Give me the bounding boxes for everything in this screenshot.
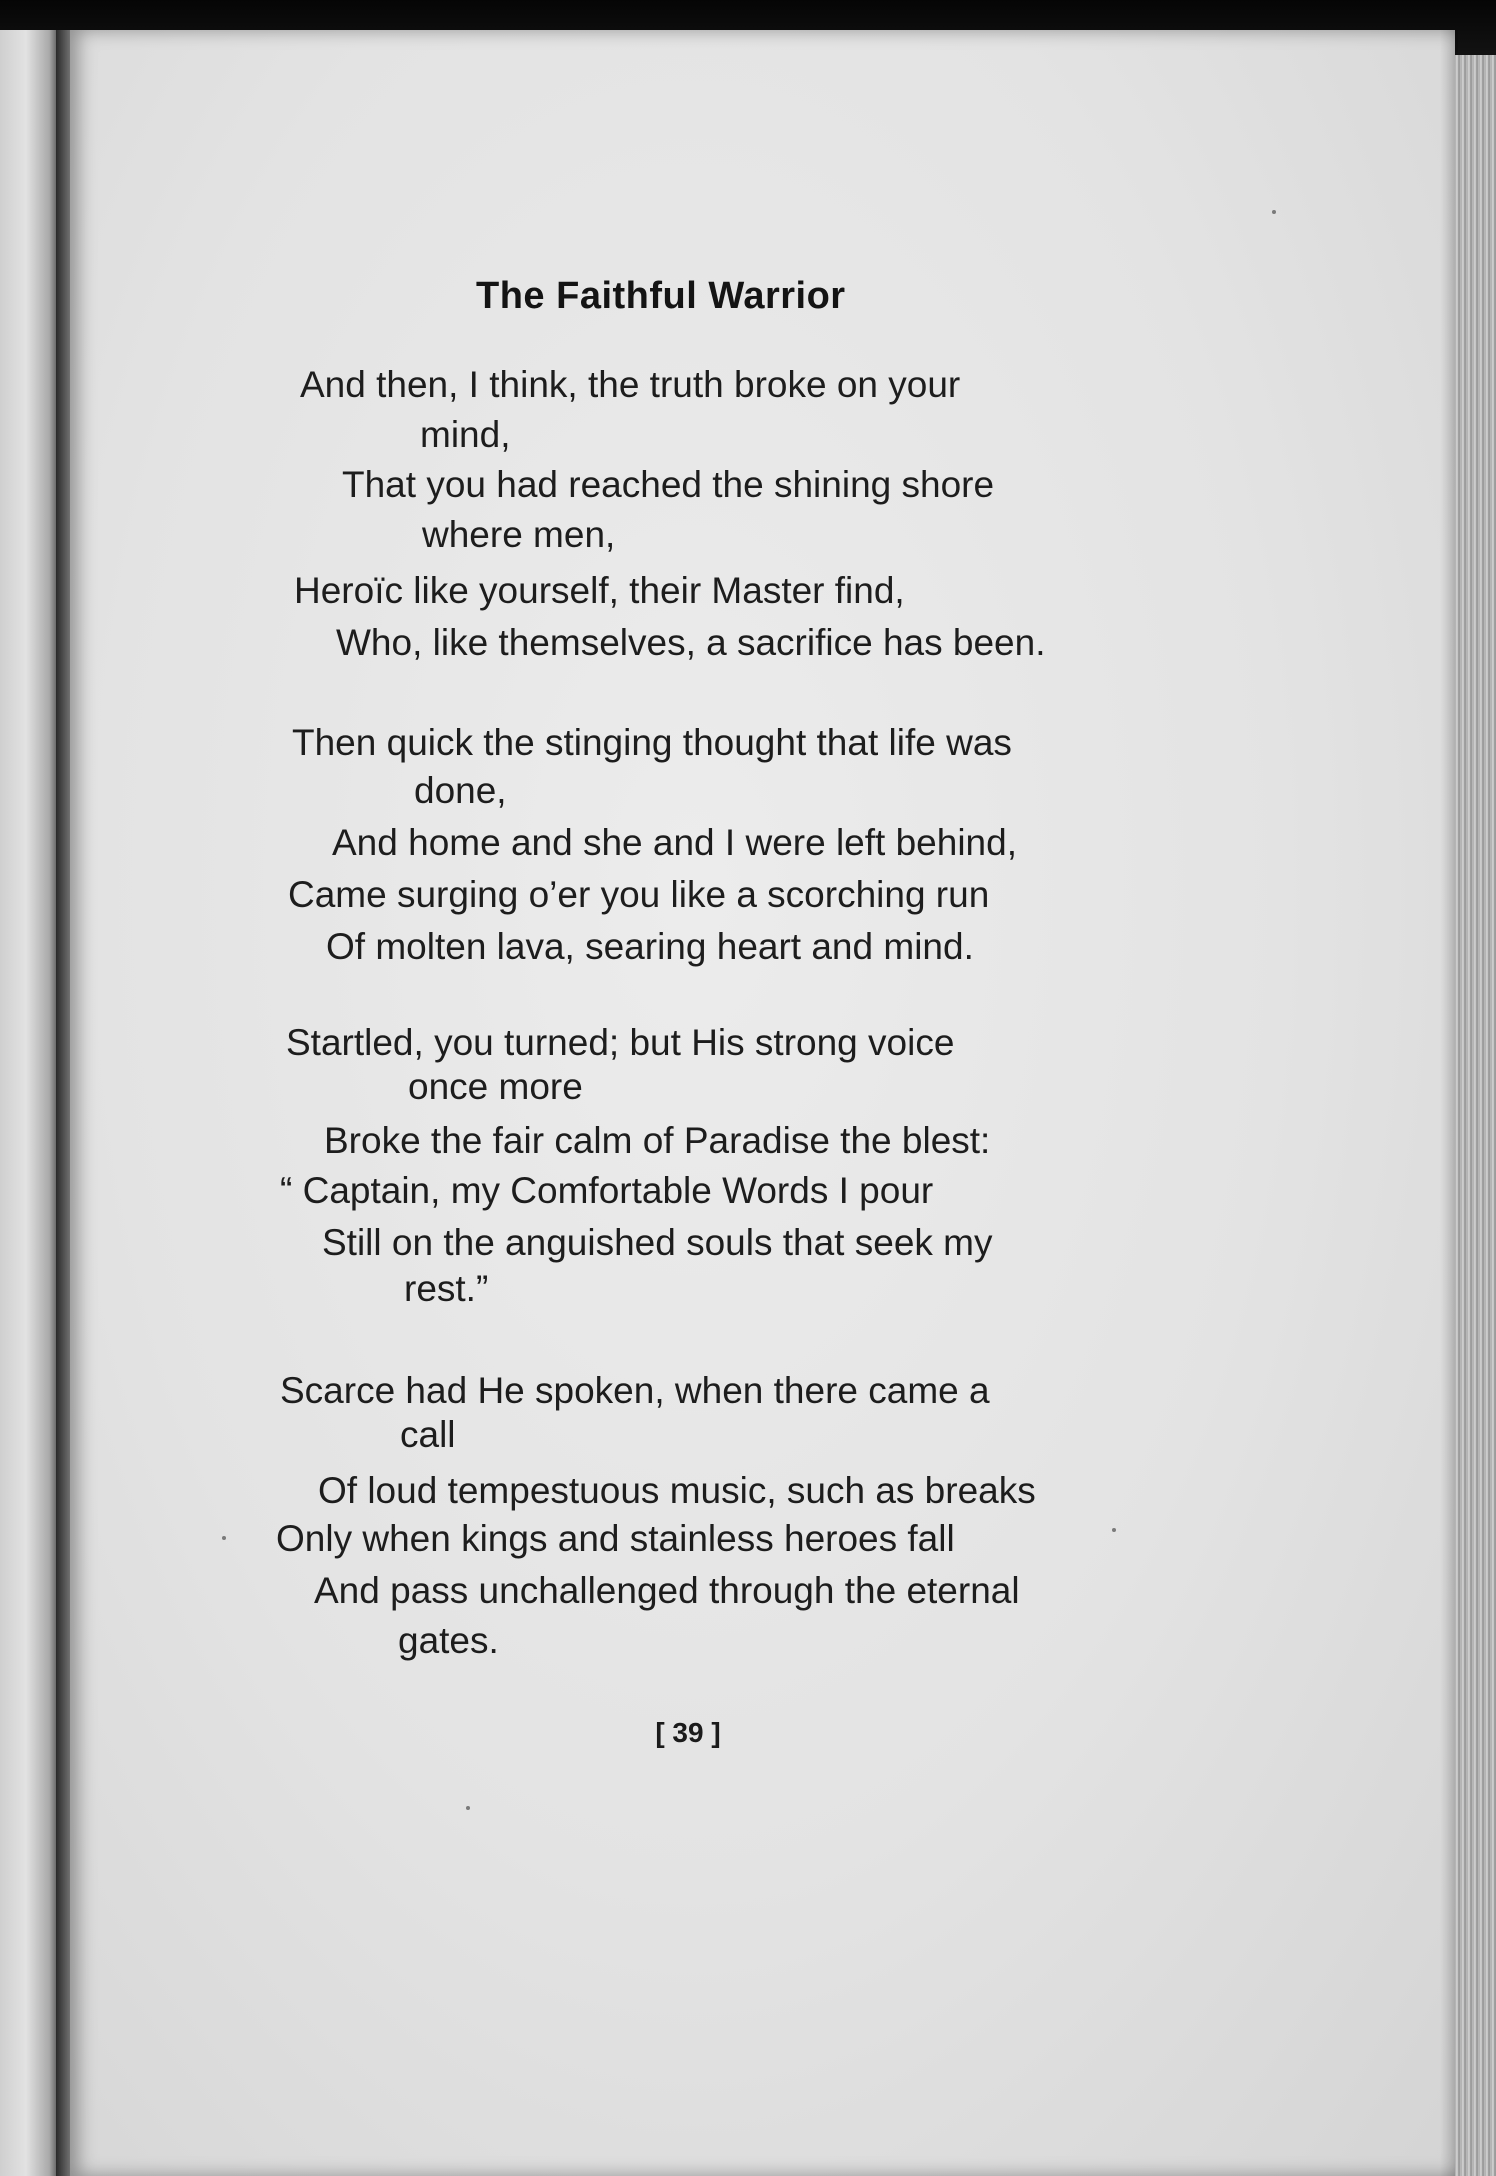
facing-page-edge xyxy=(0,30,58,2176)
poem-line: Broke the fair calm of Paradise the blest: xyxy=(324,1120,991,1161)
poem-line: That you had reached the shining shore xyxy=(342,464,995,505)
poem-line: Scarce had He spoken, when there came a xyxy=(280,1370,990,1411)
poem-line: rest.” xyxy=(404,1268,489,1309)
paper-speck xyxy=(1112,1528,1116,1532)
page-number: [ 39 ] xyxy=(655,1717,721,1748)
poem-line: “ Captain, my Comfortable Words I pour xyxy=(280,1170,934,1211)
poem-line: Still on the anguished souls that seek my xyxy=(322,1222,993,1263)
poem-title: The Faithful Warrior xyxy=(476,275,846,317)
poem-line: Startled, you turned; but His strong voice xyxy=(286,1022,955,1063)
poem-line: where men, xyxy=(422,514,616,555)
poem-line: Of loud tempestuous music, such as breaks xyxy=(318,1470,1036,1511)
poem-line: mind, xyxy=(420,414,511,455)
poem-line: Who, like themselves, a sacrifice has been. xyxy=(336,622,1046,663)
poem-line: Then quick the stinging thought that life was xyxy=(292,722,1012,763)
poem-line: And pass unchallenged through the eternal xyxy=(314,1570,1020,1611)
poem-line: once more xyxy=(408,1066,583,1107)
poem-line: Came surging o’er you like a scorching run xyxy=(288,874,990,915)
poem-line: And home and she and I were left behind, xyxy=(332,822,1017,863)
paper-speck xyxy=(466,1806,470,1810)
poem-line: call xyxy=(400,1414,456,1455)
poem-line: Only when kings and stainless heroes fall xyxy=(276,1518,955,1559)
poem-line: And then, I think, the truth broke on your xyxy=(300,364,961,405)
page-block-edge xyxy=(1455,55,1496,2176)
paper-speck xyxy=(1272,210,1276,214)
poem-line: Of molten lava, searing heart and mind. xyxy=(326,926,974,967)
poem-line: gates. xyxy=(398,1620,499,1661)
poem-line: Heroïc like yourself, their Master find, xyxy=(294,570,905,611)
paper-speck xyxy=(222,1536,226,1540)
book-page xyxy=(70,30,1455,2176)
poem-line: done, xyxy=(414,770,507,811)
